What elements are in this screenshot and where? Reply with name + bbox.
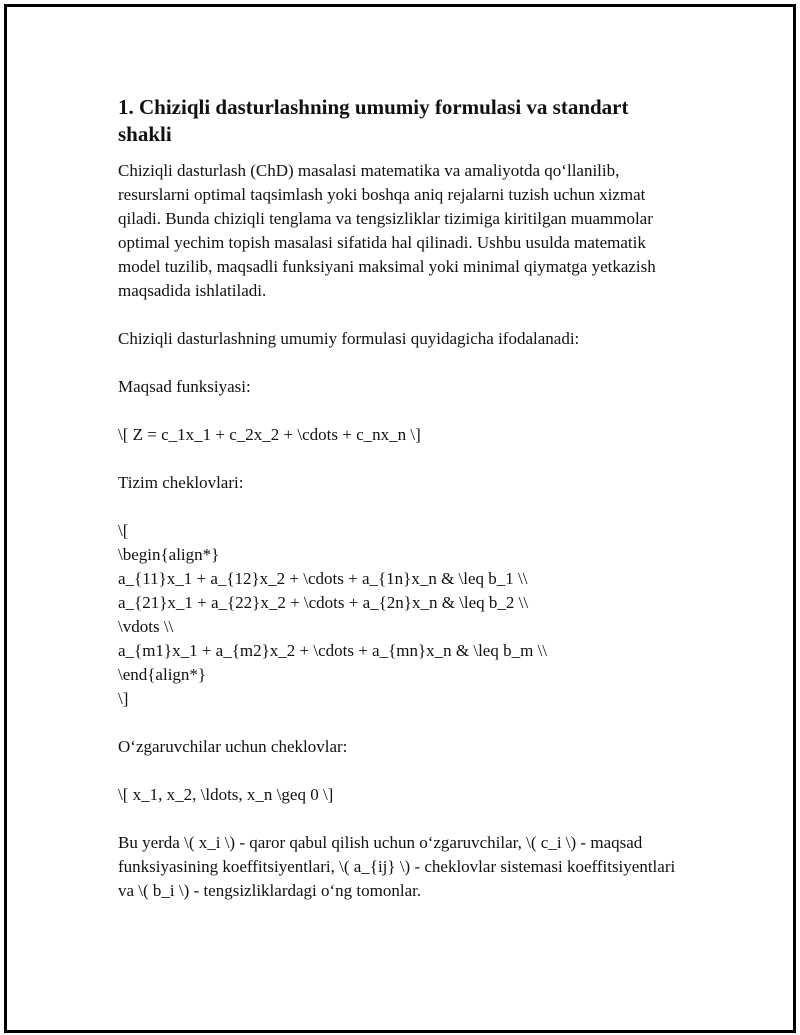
objective-formula: \[ Z = c_1x_1 + c_2x_2 + \cdots + c_nx_n \] [118, 425, 421, 444]
formula-intro: Chiziqli dasturlashning umumiy formulasi quyidagicha ifodalanadi: [118, 329, 580, 348]
constraints-line: a_{11}x_1 + a_{12}x_2 + \cdots + a_{1n}x_n & \leq b_1 \\ [118, 569, 528, 588]
explanation-paragraph: Bu yerda \( x_i \) - qaror qabul qilish uchun o‘zgaruvchilar, \( c_i \) - maqsad funksiyasining koeffitsiyentlari, \( a_{ij} \) - cheklovlar sistemasi koeffitsiyentlari va \( b_i \) - tengsizliklardagi o‘ng tomonlar. [118, 833, 676, 900]
constraints-label: Tizim cheklovlari: [118, 473, 244, 492]
document-body [118, 94, 678, 927]
constraints-line: a_{21}x_1 + a_{22}x_2 + \cdots + a_{2n}x_n & \leq b_2 \\ [118, 593, 529, 612]
variables-formula: \[ x_1, x_2, \ldots, x_n \geq 0 \] [118, 785, 334, 804]
constraints-line: \begin{align*} [118, 545, 220, 564]
section-heading: 1. Chiziqli dasturlashning umumiy formulasi va standart shakli [118, 95, 629, 146]
constraints-line: \[ [118, 521, 129, 540]
constraints-line: \vdots \\ [118, 617, 174, 636]
constraints-line: \] [118, 689, 129, 708]
constraints-line: a_{m1}x_1 + a_{m2}x_2 + \cdots + a_{mn}x_n & \leq b_m \\ [118, 641, 548, 660]
variables-label: O‘zgaruvchilar uchun cheklovlar: [118, 737, 348, 756]
intro-paragraph: Chiziqli dasturlash (ChD) masalasi matematika va amaliyotda qo‘llanilib, resurslarni optimal taqsimlash yoki boshqa aniq rejalarni tuzish uchun xizmat qiladi. Bunda chiziqli tenglama va tengsizliklar tizimiga kiritilgan muammolar optimal yechim topish masalasi sifatida hal qilinadi. Ushbu usulda matematik model tuzilib, maqsadli funksiyani maksimal yoki minimal qiymatga yetkazish maqsadida ishlatiladi. [118, 161, 656, 300]
objective-label: Maqsad funksiyasi: [118, 377, 251, 396]
constraints-line: \end{align*} [118, 665, 207, 684]
constraints-formula [118, 519, 678, 711]
